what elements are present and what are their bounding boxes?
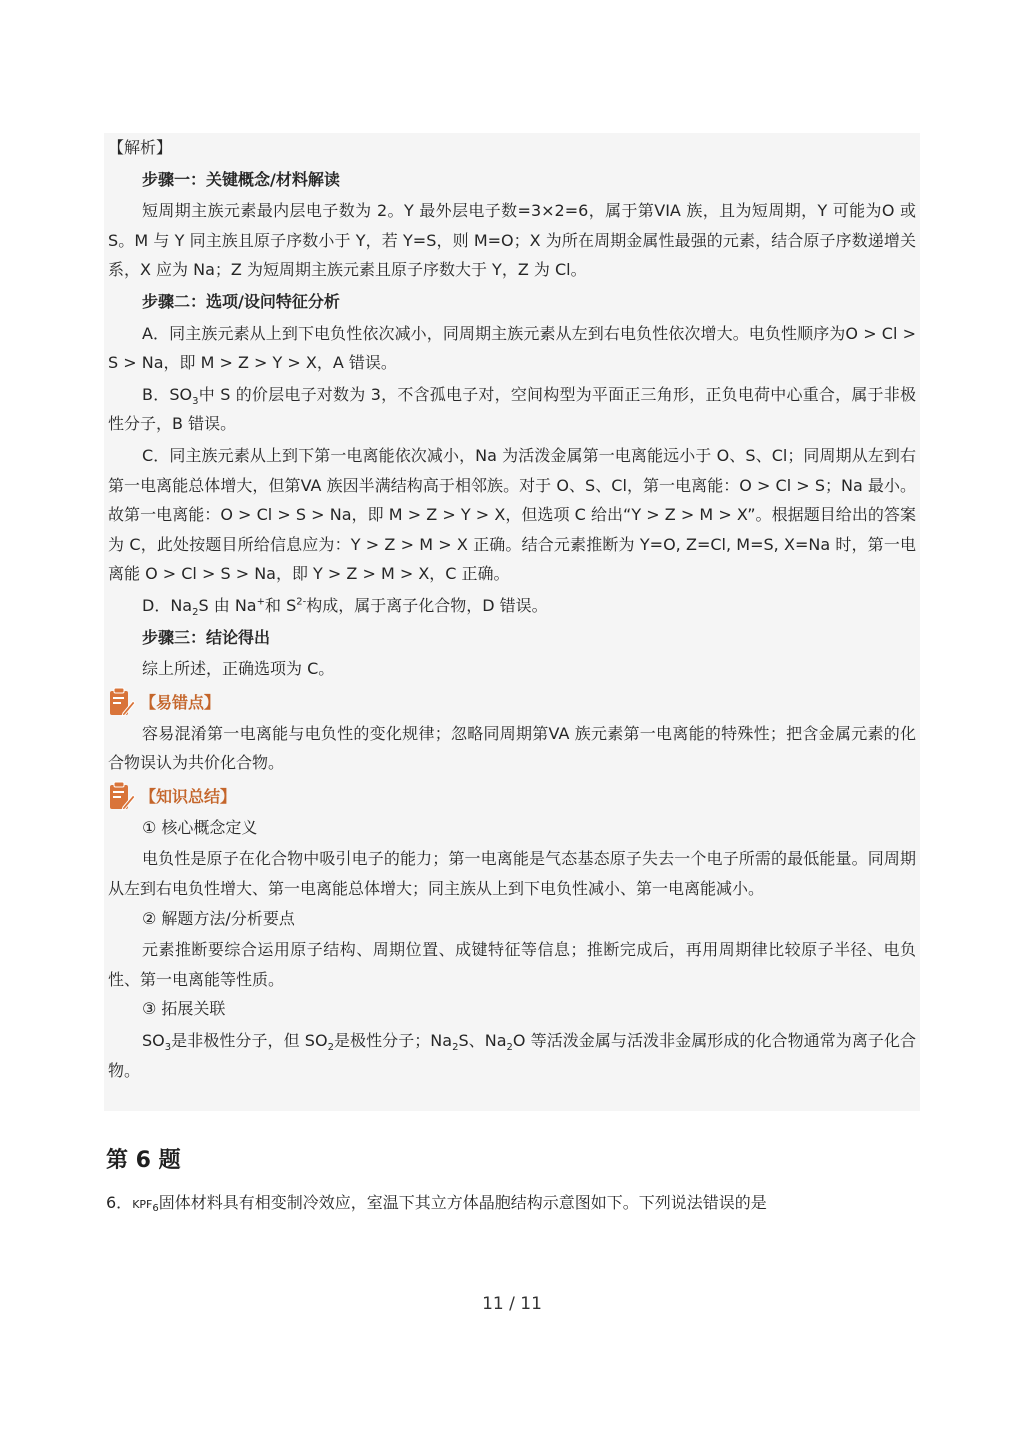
notepad-pen-icon [108,781,136,811]
step1-text: 短周期主族元素最内层电子数为 2。Y 最外层电子数=3×2=6，属于第VIA 族，且为短周期，Y 可能为O 或 S。M 与 Y 同主族且原子序数小于 Y，若 Y=S，则 M=O；X 为所在周期金属性最强的元素，结合原子序数递增关系，X 应为 Na；Z 为短周期主族元素且原子序数大于 Y，Z 为 Cl。 [108,201,916,280]
summary-item3-title: ③ 拓展关联 [142,999,226,1019]
summary-item1-text: 电负性是原子在化合物中吸引电子的能力；第一电离能是气态基态原子失去一个电子所需的最低能量。同周期从左到右电负性增大、第一电离能总体增大；同主族从上到下电负性减小、第一电离能减小。 [108,849,916,899]
mistake-heading [108,685,916,719]
summary-item2-text: 元素推断要综合运用原子结构、周期位置、成键特征等信息；推断完成后，再用周期律比较原子半径、电负性、第一电离能等性质。 [108,940,916,989]
option-a: A．同主族元素从上到下电负性依次减小，同周期主族元素从左到右电负性依次增大。电负性顺序为O > Cl > S > Na，即 M > Z > Y > X，A 错误。 [108,323,916,373]
page-number: 11 / 11 [482,1294,542,1314]
summary-item2-title: ② 解题方法/分析要点 [142,908,295,928]
step2-title: 步骤二：选项/设问特征分析 [142,291,340,311]
option-b: B．$SO_3$中 S 的价层电子对数为 3，不含孤电子对，空间构型为平面正三角形，正负电荷中心重合，属于非极性分子，B 错误。 [108,384,916,434]
formula: $KPF_6$ [132,1198,159,1215]
step3-title: 步骤三：结论得出 [142,627,271,647]
summary-label: 【知识总结】 [140,787,237,807]
mistake-text: 容易混淆第一电离能与电负性的变化规律；忽略同周期第VA 族元素第一电离能的特殊性；把含金属元素的化合物误认为共价化合物。 [108,723,916,773]
summary-item1-title: ① 核心概念定义 [142,817,258,837]
option-d: D．$Na_2S$ 由 Na+和 $S^{2-}$构成，属于离子化合物，D 错误。 [142,595,548,619]
analysis-header: 【解析】 [108,138,173,157]
step1-title: 步骤一：关键概念/材料解读 [142,169,340,189]
question-text: 6．$KPF_6$固体材料具有相变制冷效应，室温下其立方体晶胞结构示意图如下。下列说法错误的是 [106,1193,767,1215]
mistake-label: 【易错点】 [140,693,221,713]
analysis-box [104,133,920,1111]
summary-heading [108,779,916,813]
question-title: 第 6 题 [106,1148,181,1173]
step3-text: 综上所述，正确选项为 C。 [142,659,335,679]
option-c: C．同主族元素从上到下第一电离能依次减小，Na 为活泼金属第一电离能远小于 O、S、Cl；同周期从左到右第一电离能总体增大，但第VA 族因半满结构高于相邻族。对于 O、S、Cl，第一电离能：O > Cl > S；Na 最小。故第一电离能：O > Cl > S > Na，即 M > Z > Y > X，但选项 C 给出“Y > Z > M > X”。根据题目给出的答案为 C，此处按题目所给信息应为：Y > Z > M > X 正确。结合元素推断为 Y=O, Z=Cl, M=S, X=Na 时，第一电离能 O > Cl > S > Na，即 Y > Z > M > X，C 正确。 [108,445,916,584]
summary-item3-text: $SO_3$是非极性分子，但 $SO_2$是极性分子；$Na_2S$、$Na_2O$ 等活泼金属与活泼非金属形成的化合物通常为离子化合物。 [108,1031,916,1080]
notepad-pen-icon [108,687,136,717]
